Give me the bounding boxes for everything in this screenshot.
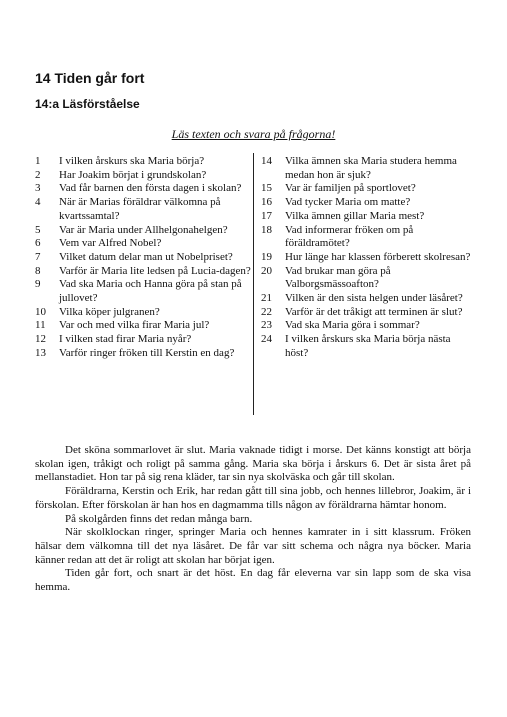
question-number: 6 <box>35 237 41 250</box>
question-number: 8 <box>35 264 41 277</box>
question-item <box>35 333 253 347</box>
question-item <box>35 224 253 238</box>
question-number: 22 <box>261 305 272 318</box>
question-text: Vem var Alfred Nobel? <box>59 237 162 250</box>
question-number: 17 <box>261 209 272 222</box>
section-heading: 14:a Läsförståelse <box>35 97 140 111</box>
question-number: 4 <box>35 196 41 209</box>
instruction-line <box>0 127 507 142</box>
question-number: 19 <box>261 250 272 263</box>
question-item <box>35 265 253 279</box>
question-number: 18 <box>261 223 272 236</box>
question-item <box>35 196 253 223</box>
question-text: När är Marias föräldrar välkomna på kvartssamtal? <box>59 196 221 222</box>
question-number: 12 <box>35 333 46 346</box>
reading-text <box>35 444 471 595</box>
question-item <box>261 306 471 320</box>
paragraph: När skolklockan ringer, springer Maria och hennes kamrater in i sitt klassrum. Fröken hälsar dem välkomna till det nya läsåret. De får var sitt schema och några nya böcker. Maria känner redan att det är roligt att skolan har börjat igen. <box>35 526 471 566</box>
chapter-heading: 14 Tiden går fort <box>35 70 145 86</box>
questions-right-column <box>261 155 471 361</box>
paragraph: På skolgården finns det redan många barn. <box>65 512 253 525</box>
question-number: 21 <box>261 292 272 305</box>
question-text: Vilket datum delar man ut Nobelpriset? <box>59 250 233 263</box>
question-item <box>261 333 471 360</box>
question-item <box>35 306 253 320</box>
question-text: Vad tycker Maria om matte? <box>285 196 411 209</box>
question-text: Har Joakim börjat i grundskolan? <box>59 168 207 181</box>
question-text: Var och med vilka firar Maria jul? <box>59 319 210 332</box>
question-item <box>35 169 253 183</box>
question-text: Vad ska Maria göra i sommar? <box>285 319 420 332</box>
question-text: Vilken är den sista helgen under läsåret? <box>285 292 463 305</box>
question-number: 23 <box>261 319 272 332</box>
question-item <box>261 251 471 265</box>
question-number: 20 <box>261 264 272 277</box>
question-item <box>35 155 253 169</box>
question-text: Vilka ämnen ska Maria studera hemma medan hon är sjuk? <box>285 155 457 181</box>
question-number: 11 <box>35 319 46 332</box>
question-item <box>261 155 471 182</box>
question-number: 3 <box>35 182 41 195</box>
question-text: Vad ska Maria och Hanna göra på stan på jullovet? <box>59 278 242 305</box>
question-item <box>261 265 471 292</box>
question-item <box>261 224 471 251</box>
question-number: 13 <box>35 346 46 359</box>
question-number: 15 <box>261 182 272 195</box>
question-item <box>261 292 471 306</box>
question-text: Vad brukar man göra på Valborgsmässoafton? <box>285 264 391 291</box>
paragraph: Tiden går fort, och snart är det höst. En dag får eleverna var sin lapp som de ska visa hemma. <box>35 567 471 594</box>
instruction-text: Läs texten och svara på frågorna! <box>171 127 336 141</box>
question-text: Vad får barnen den första dagen i skolan? <box>59 182 242 195</box>
paragraph: Det sköna sommarlovet är slut. Maria vaknade tidigt i morse. Det känns konstigt att börja skolan igen, tråkigt och roligt på samma gång. Maria ska börja i årskurs 6. Det är sista året på mellanstadiet. Hon tar på sig rena kläder, tar sin nya skolväska och går till skolan. <box>35 444 471 484</box>
question-number: 16 <box>261 196 272 209</box>
question-number: 9 <box>35 278 41 291</box>
question-item <box>35 237 253 251</box>
question-text: Varför är det tråkigt att terminen är slut? <box>285 305 463 318</box>
questions-left-column <box>35 155 253 361</box>
question-text: Var är familjen på sportlovet? <box>285 182 416 195</box>
question-item <box>35 347 253 361</box>
paragraph: Föräldrarna, Kerstin och Erik, har redan gått till sina jobb, och hennes lillebror, Joakim, är i förskolan. Efter förskolan är han hos en dagmamma tills någon av föräldrarna hämtar honom. <box>35 485 471 511</box>
question-number: 10 <box>35 305 46 318</box>
question-text: Vilka köper julgranen? <box>59 305 160 318</box>
question-text: Varför är Maria lite ledsen på Lucia-dagen? <box>59 264 251 277</box>
question-item <box>35 251 253 265</box>
column-divider <box>253 153 254 415</box>
question-text: Vad informerar fröken om på föräldramötet? <box>285 223 414 250</box>
question-text: Var är Maria under Allhelgonahelgen? <box>59 223 228 236</box>
question-text: Vilka ämnen gillar Maria mest? <box>285 209 425 222</box>
question-item <box>261 210 471 224</box>
question-text: Hur länge har klassen förberett skolresan? <box>285 250 471 263</box>
question-number: 7 <box>35 250 41 263</box>
question-text: I vilken årskurs ska Maria börja nästa höst? <box>285 333 451 359</box>
question-item <box>35 182 253 196</box>
question-text: I vilken stad firar Maria nyår? <box>59 333 192 346</box>
question-item <box>261 182 471 196</box>
question-number: 24 <box>261 333 272 346</box>
question-item <box>261 319 471 333</box>
question-number: 1 <box>35 155 41 167</box>
question-item <box>35 319 253 333</box>
question-number: 2 <box>35 168 41 181</box>
question-text: I vilken årskurs ska Maria börja? <box>59 155 205 167</box>
question-item <box>261 196 471 210</box>
question-number: 5 <box>35 223 41 236</box>
question-text: Varför ringer fröken till Kerstin en dag? <box>59 346 235 359</box>
question-item <box>35 278 253 305</box>
question-number: 14 <box>261 155 272 167</box>
